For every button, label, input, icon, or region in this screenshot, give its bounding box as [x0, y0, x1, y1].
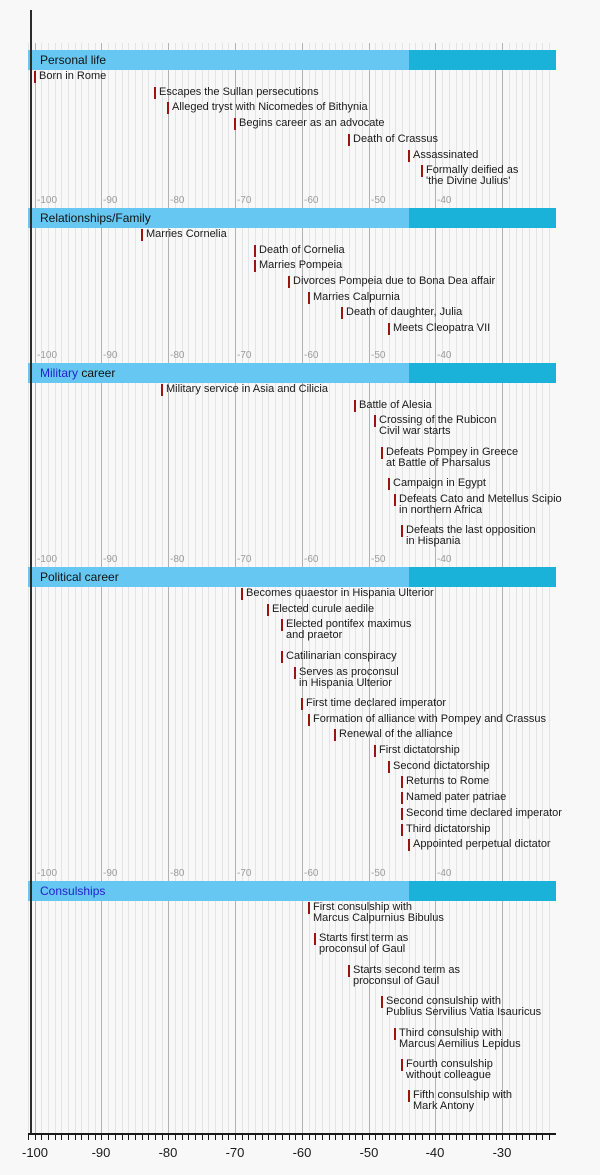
- grid-line-year: [108, 43, 109, 1133]
- grid-line-decade: [101, 43, 102, 1133]
- event-text-line: Defeats Cato and Metellus Scipio: [399, 493, 562, 505]
- bottom-axis-tick: [542, 1135, 543, 1140]
- grid-line-year: [222, 43, 223, 1133]
- bottom-axis-tick: [476, 1135, 477, 1140]
- bottom-axis-label: -100: [21, 1145, 49, 1160]
- event-tick: [408, 1090, 410, 1102]
- mini-axis-label: -70: [237, 350, 252, 361]
- grid-line-year: [482, 43, 483, 1133]
- bottom-axis-tick: [101, 1135, 102, 1140]
- bottom-axis-tick: [456, 1135, 457, 1140]
- grid-line-year: [68, 43, 69, 1133]
- section-title-relationships-family: [40, 212, 151, 225]
- event-tick: [154, 87, 156, 99]
- event-text-line: Begins career as an advocate: [239, 117, 385, 129]
- event-tick: [34, 71, 36, 83]
- bottom-axis-tick: [135, 1135, 136, 1140]
- mini-axis-label: -70: [237, 868, 252, 879]
- grid-line-year: [162, 43, 163, 1133]
- bottom-axis-tick: [309, 1135, 310, 1140]
- grid-line-year: [462, 43, 463, 1133]
- section-title-link[interactable]: Consulships: [40, 884, 106, 898]
- event-tick: [161, 384, 163, 396]
- section-bar-dark: [409, 363, 556, 383]
- event-text-line: in Hispania Ulterior: [299, 677, 392, 689]
- event-tick: [281, 651, 283, 663]
- event-text-line: Marries Calpurnia: [313, 291, 400, 303]
- event-text-line: Crossing of the Rubicon: [379, 414, 497, 426]
- bottom-axis-tick: [175, 1135, 176, 1140]
- grid-line-year: [182, 43, 183, 1133]
- bottom-axis-tick: [395, 1135, 396, 1140]
- mini-axis-label: -80: [170, 350, 185, 361]
- bottom-axis-tick: [188, 1135, 189, 1140]
- event-text-line: Elected pontifex maximus: [286, 618, 412, 630]
- bottom-axis-tick: [449, 1135, 450, 1140]
- event-tick: [167, 102, 169, 114]
- grid-line-year: [142, 43, 143, 1133]
- event-text-line: First dictatorship: [379, 744, 460, 756]
- bottom-axis-tick: [61, 1135, 62, 1140]
- grid-line-year: [228, 43, 229, 1133]
- bottom-axis-tick: [262, 1135, 263, 1140]
- mini-axis-label: -100: [37, 554, 58, 565]
- event-text-line: Elected curule aedile: [272, 603, 375, 615]
- bottom-axis-tick: [429, 1135, 430, 1140]
- grid-line-year: [509, 43, 510, 1133]
- bottom-axis-tick: [155, 1135, 156, 1140]
- event-text-line: Formally deified as: [426, 164, 519, 176]
- grid-line-year: [202, 43, 203, 1133]
- mini-axis-label: -60: [304, 554, 319, 565]
- bottom-axis-tick: [81, 1135, 82, 1140]
- event-text-line: Marries Pompeia: [259, 259, 343, 271]
- bottom-axis-tick: [502, 1135, 503, 1140]
- bottom-axis-tick: [469, 1135, 470, 1140]
- mini-axis-label: -80: [170, 868, 185, 879]
- event-tick: [421, 165, 423, 177]
- bottom-axis-tick: [329, 1135, 330, 1140]
- event-tick: [254, 245, 256, 257]
- event-text-line: Death of Cornelia: [259, 244, 345, 256]
- bottom-axis-tick: [522, 1135, 523, 1140]
- bottom-axis-tick: [208, 1135, 209, 1140]
- bottom-axis-tick: [41, 1135, 42, 1140]
- event-text-line: Campaign in Egypt: [393, 477, 486, 489]
- event-text-line: Third consulship with: [399, 1027, 502, 1039]
- event-tick: [241, 588, 243, 600]
- bottom-axis-label: -30: [492, 1145, 512, 1160]
- bottom-axis-tick: [142, 1135, 143, 1140]
- section-title-consulships: [40, 885, 105, 898]
- bottom-axis-tick: [242, 1135, 243, 1140]
- mini-axis-label: -100: [37, 868, 58, 879]
- event-text-line: Becomes quaestor in Hispania Ulterior: [246, 587, 434, 599]
- bottom-axis-tick: [335, 1135, 336, 1140]
- bottom-axis-tick: [482, 1135, 483, 1140]
- bottom-axis-tick: [162, 1135, 163, 1140]
- event-text-line: Starts second term as: [353, 964, 460, 976]
- bottom-axis-tick: [496, 1135, 497, 1140]
- bottom-axis-tick: [295, 1135, 296, 1140]
- bottom-axis-tick: [108, 1135, 109, 1140]
- bottom-axis-tick: [415, 1135, 416, 1140]
- bottom-axis-tick: [389, 1135, 390, 1140]
- event-text-line: in northern Africa: [399, 504, 483, 516]
- event-text-line: Battle of Alesia: [359, 399, 432, 411]
- section-bar-dark: [409, 881, 556, 901]
- event-text-line: Returns to Rome: [406, 775, 490, 787]
- event-text-line: Publius Servilius Vatia Isauricus: [386, 1006, 542, 1018]
- mini-axis-label: -50: [371, 554, 386, 565]
- event-text-line: Marcus Calpurnius Bibulus: [313, 912, 444, 924]
- grid-line-year: [489, 43, 490, 1133]
- grid-line-year: [122, 43, 123, 1133]
- grid-line-year: [48, 43, 49, 1133]
- mini-axis-label: -80: [170, 195, 185, 206]
- grid-line-year: [542, 43, 543, 1133]
- bottom-axis-tick: [115, 1135, 116, 1140]
- bottom-axis-tick: [215, 1135, 216, 1140]
- event-text-line: Military service in Asia and Cilicia: [166, 383, 328, 395]
- event-text-line: 'the Divine Julius': [426, 175, 511, 187]
- grid-line-year: [81, 43, 82, 1133]
- bottom-axis-tick: [182, 1135, 183, 1140]
- mini-axis-label: -80: [170, 554, 185, 565]
- event-text-line: Second time declared imperator: [406, 807, 562, 819]
- bottom-axis-tick: [268, 1135, 269, 1140]
- grid-line-decade: [502, 43, 503, 1133]
- event-text-line: Fourth consulship: [406, 1058, 493, 1070]
- grid-line-year: [476, 43, 477, 1133]
- mini-axis-label: -60: [304, 868, 319, 879]
- event-text-line: Civil war starts: [379, 425, 451, 437]
- grid-line-year: [175, 43, 176, 1133]
- event-tick: [388, 761, 390, 773]
- grid-line-year: [75, 43, 76, 1133]
- mini-axis-label: -40: [437, 554, 452, 565]
- section-bar-dark: [409, 567, 556, 587]
- grid-line-year: [529, 43, 530, 1133]
- event-text-line: Named pater patriae: [406, 791, 507, 803]
- grid-line-year: [208, 43, 209, 1133]
- event-tick: [308, 292, 310, 304]
- grid-line-year: [536, 43, 537, 1133]
- event-text-line: Death of daughter, Julia: [346, 306, 463, 318]
- grid-line-year: [88, 43, 89, 1133]
- bottom-axis-tick: [382, 1135, 383, 1140]
- bottom-axis-label: -40: [425, 1145, 445, 1160]
- event-text-line: Escapes the Sullan persecutions: [159, 86, 319, 98]
- bottom-axis-tick: [128, 1135, 129, 1140]
- section-title-text: Personal life: [40, 53, 107, 67]
- mini-axis-label: -70: [237, 554, 252, 565]
- bottom-axis-tick: [168, 1135, 169, 1140]
- event-text-line: Assassinated: [413, 149, 479, 161]
- event-text-line: Defeats the last opposition: [406, 524, 536, 536]
- event-text-line: proconsul of Gaul: [319, 943, 406, 955]
- bottom-axis-tick: [402, 1135, 403, 1140]
- event-tick: [388, 323, 390, 335]
- event-tick: [401, 525, 403, 537]
- event-tick: [308, 902, 310, 914]
- grid-line-year: [148, 43, 149, 1133]
- mini-axis-label: -90: [103, 868, 118, 879]
- bottom-axis-tick: [375, 1135, 376, 1140]
- bottom-axis-tick: [222, 1135, 223, 1140]
- bottom-axis-tick: [315, 1135, 316, 1140]
- section-title-personal-life: [40, 54, 106, 67]
- event-tick: [388, 478, 390, 490]
- bottom-axis-tick: [442, 1135, 443, 1140]
- event-tick: [394, 1028, 396, 1040]
- bottom-axis-tick: [516, 1135, 517, 1140]
- event-text-line: Defeats Pompey in Greece: [386, 446, 519, 458]
- event-tick: [254, 260, 256, 272]
- mini-axis-label: -70: [237, 195, 252, 206]
- event-text-line: Death of Crassus: [353, 133, 438, 145]
- event-text-line: at Battle of Pharsalus: [386, 457, 491, 469]
- bottom-axis-tick: [255, 1135, 256, 1140]
- event-text-line: and praetor: [286, 629, 343, 641]
- bottom-axis-tick: [122, 1135, 123, 1140]
- bottom-axis-tick: [322, 1135, 323, 1140]
- grid-line-year: [195, 43, 196, 1133]
- section-title-text: career: [78, 366, 116, 380]
- section-title-political-career: [40, 571, 119, 584]
- event-tick: [401, 808, 403, 820]
- mini-axis-label: -40: [437, 195, 452, 206]
- bottom-axis-tick: [28, 1135, 29, 1140]
- grid-line-year: [188, 43, 189, 1133]
- section-title-text: Political career: [40, 570, 119, 584]
- event-tick: [234, 118, 236, 130]
- event-text-line: Renewal of the alliance: [339, 728, 453, 740]
- event-text-line: Starts first term as: [319, 932, 409, 944]
- bottom-axis-tick: [302, 1135, 303, 1140]
- mini-axis-label: -50: [371, 868, 386, 879]
- grid-line-decade: [35, 43, 36, 1133]
- section-title-link[interactable]: Military: [40, 366, 78, 380]
- bottom-axis-tick: [289, 1135, 290, 1140]
- event-text-line: Appointed perpetual dictator: [413, 838, 551, 850]
- grid-line-year: [522, 43, 523, 1133]
- mini-axis-label: -50: [371, 195, 386, 206]
- section-bar-dark: [409, 50, 556, 70]
- bottom-axis-tick: [362, 1135, 363, 1140]
- bottom-axis-tick: [409, 1135, 410, 1140]
- bottom-axis-tick: [95, 1135, 96, 1140]
- mini-axis-label: -60: [304, 350, 319, 361]
- bottom-axis-tick: [435, 1135, 436, 1140]
- event-tick: [267, 604, 269, 616]
- grid-line-decade: [235, 43, 236, 1133]
- grid-line-year: [128, 43, 129, 1133]
- grid-line-year: [28, 43, 29, 1133]
- event-text-line: Marries Cornelia: [146, 228, 227, 240]
- bottom-axis-label: -50: [359, 1145, 379, 1160]
- bottom-axis-tick: [148, 1135, 149, 1140]
- bottom-axis-tick: [282, 1135, 283, 1140]
- event-text-line: First time declared imperator: [306, 697, 446, 709]
- event-text-line: Born in Rome: [39, 70, 107, 82]
- event-tick: [401, 1059, 403, 1071]
- event-text-line: Serves as proconsul: [299, 666, 399, 678]
- mini-axis-label: -90: [103, 350, 118, 361]
- event-tick: [294, 667, 296, 679]
- event-text-line: Mark Antony: [413, 1100, 475, 1112]
- event-tick: [348, 134, 350, 146]
- event-tick: [348, 965, 350, 977]
- mini-axis-label: -40: [437, 868, 452, 879]
- bottom-axis-tick: [369, 1135, 370, 1140]
- event-text-line: Marcus Aemilius Lepidus: [399, 1038, 521, 1050]
- grid-line-year: [549, 43, 550, 1133]
- left-axis-line: [30, 10, 32, 1133]
- event-text-line: First consulship with: [313, 901, 413, 913]
- event-tick: [394, 494, 396, 506]
- bottom-axis-tick: [68, 1135, 69, 1140]
- bottom-axis-tick: [549, 1135, 550, 1140]
- bottom-axis-tick: [48, 1135, 49, 1140]
- event-tick: [308, 714, 310, 726]
- event-tick: [314, 933, 316, 945]
- grid-line-year: [469, 43, 470, 1133]
- bottom-axis-tick: [536, 1135, 537, 1140]
- grid-line-year: [215, 43, 216, 1133]
- event-tick: [408, 150, 410, 162]
- bottom-axis-tick: [462, 1135, 463, 1140]
- event-tick: [381, 447, 383, 459]
- event-text-line: Divorces Pompeia due to Bona Dea affair: [293, 275, 496, 287]
- bottom-axis-label: -80: [158, 1145, 178, 1160]
- section-title-military-career: [40, 367, 115, 380]
- grid-line-year: [55, 43, 56, 1133]
- grid-line-year: [135, 43, 136, 1133]
- event-tick: [374, 745, 376, 757]
- event-tick: [354, 400, 356, 412]
- mini-axis-label: -60: [304, 195, 319, 206]
- mini-axis-label: -50: [371, 350, 386, 361]
- bottom-axis-tick: [35, 1135, 36, 1140]
- grid-line-year: [41, 43, 42, 1133]
- mini-axis-label: -40: [437, 350, 452, 361]
- bottom-axis-label: -90: [91, 1145, 111, 1160]
- event-tick: [401, 776, 403, 788]
- event-text-line: Second dictatorship: [393, 760, 490, 772]
- event-text-line: in Hispania: [406, 535, 461, 547]
- event-text-line: Catilinarian conspiracy: [286, 650, 397, 662]
- event-tick: [141, 229, 143, 241]
- grid-line-year: [516, 43, 517, 1133]
- bottom-axis-tick: [349, 1135, 350, 1140]
- event-tick: [408, 839, 410, 851]
- event-tick: [301, 698, 303, 710]
- grid-line-year: [496, 43, 497, 1133]
- bottom-axis-tick: [422, 1135, 423, 1140]
- bottom-axis-tick: [75, 1135, 76, 1140]
- event-text-line: Alleged tryst with Nicomedes of Bithynia: [172, 101, 368, 113]
- event-text-line: Third dictatorship: [406, 823, 491, 835]
- bottom-axis-tick: [275, 1135, 276, 1140]
- event-tick: [281, 619, 283, 631]
- bottom-axis-tick: [195, 1135, 196, 1140]
- mini-axis-label: -90: [103, 554, 118, 565]
- event-tick: [334, 729, 336, 741]
- bottom-axis-tick: [342, 1135, 343, 1140]
- bottom-axis-tick: [235, 1135, 236, 1140]
- event-tick: [288, 276, 290, 288]
- bottom-axis-tick: [529, 1135, 530, 1140]
- mini-axis-label: -90: [103, 195, 118, 206]
- bottom-axis-tick: [55, 1135, 56, 1140]
- event-text-line: without colleague: [406, 1069, 492, 1081]
- bottom-axis-tick: [202, 1135, 203, 1140]
- event-tick: [381, 996, 383, 1008]
- bottom-axis-tick: [88, 1135, 89, 1140]
- section-bar-dark: [409, 208, 556, 228]
- event-tick: [374, 415, 376, 427]
- event-text-line: Meets Cleopatra VII: [393, 322, 491, 334]
- event-tick: [401, 792, 403, 804]
- grid-line-decade: [168, 43, 169, 1133]
- mini-axis-label: -100: [37, 195, 58, 206]
- bottom-axis-tick: [509, 1135, 510, 1140]
- event-text-line: proconsul of Gaul: [353, 975, 440, 987]
- event-text-line: Fifth consulship with: [413, 1089, 513, 1101]
- event-text-line: Second consulship with: [386, 995, 501, 1007]
- grid-line-year: [61, 43, 62, 1133]
- event-text-line: Formation of alliance with Pompey and Crassus: [313, 713, 546, 725]
- grid-line-year: [155, 43, 156, 1133]
- bottom-axis-tick: [228, 1135, 229, 1140]
- grid-line-year: [115, 43, 116, 1133]
- mini-axis-label: -100: [37, 350, 58, 361]
- bottom-axis-label: -60: [292, 1145, 312, 1160]
- bottom-axis-tick: [248, 1135, 249, 1140]
- event-tick: [401, 824, 403, 836]
- section-title-text: Relationships/Family: [40, 211, 151, 225]
- bottom-axis-label: -70: [225, 1145, 245, 1160]
- grid-line-year: [95, 43, 96, 1133]
- event-tick: [341, 307, 343, 319]
- bottom-axis-tick: [355, 1135, 356, 1140]
- bottom-axis-tick: [489, 1135, 490, 1140]
